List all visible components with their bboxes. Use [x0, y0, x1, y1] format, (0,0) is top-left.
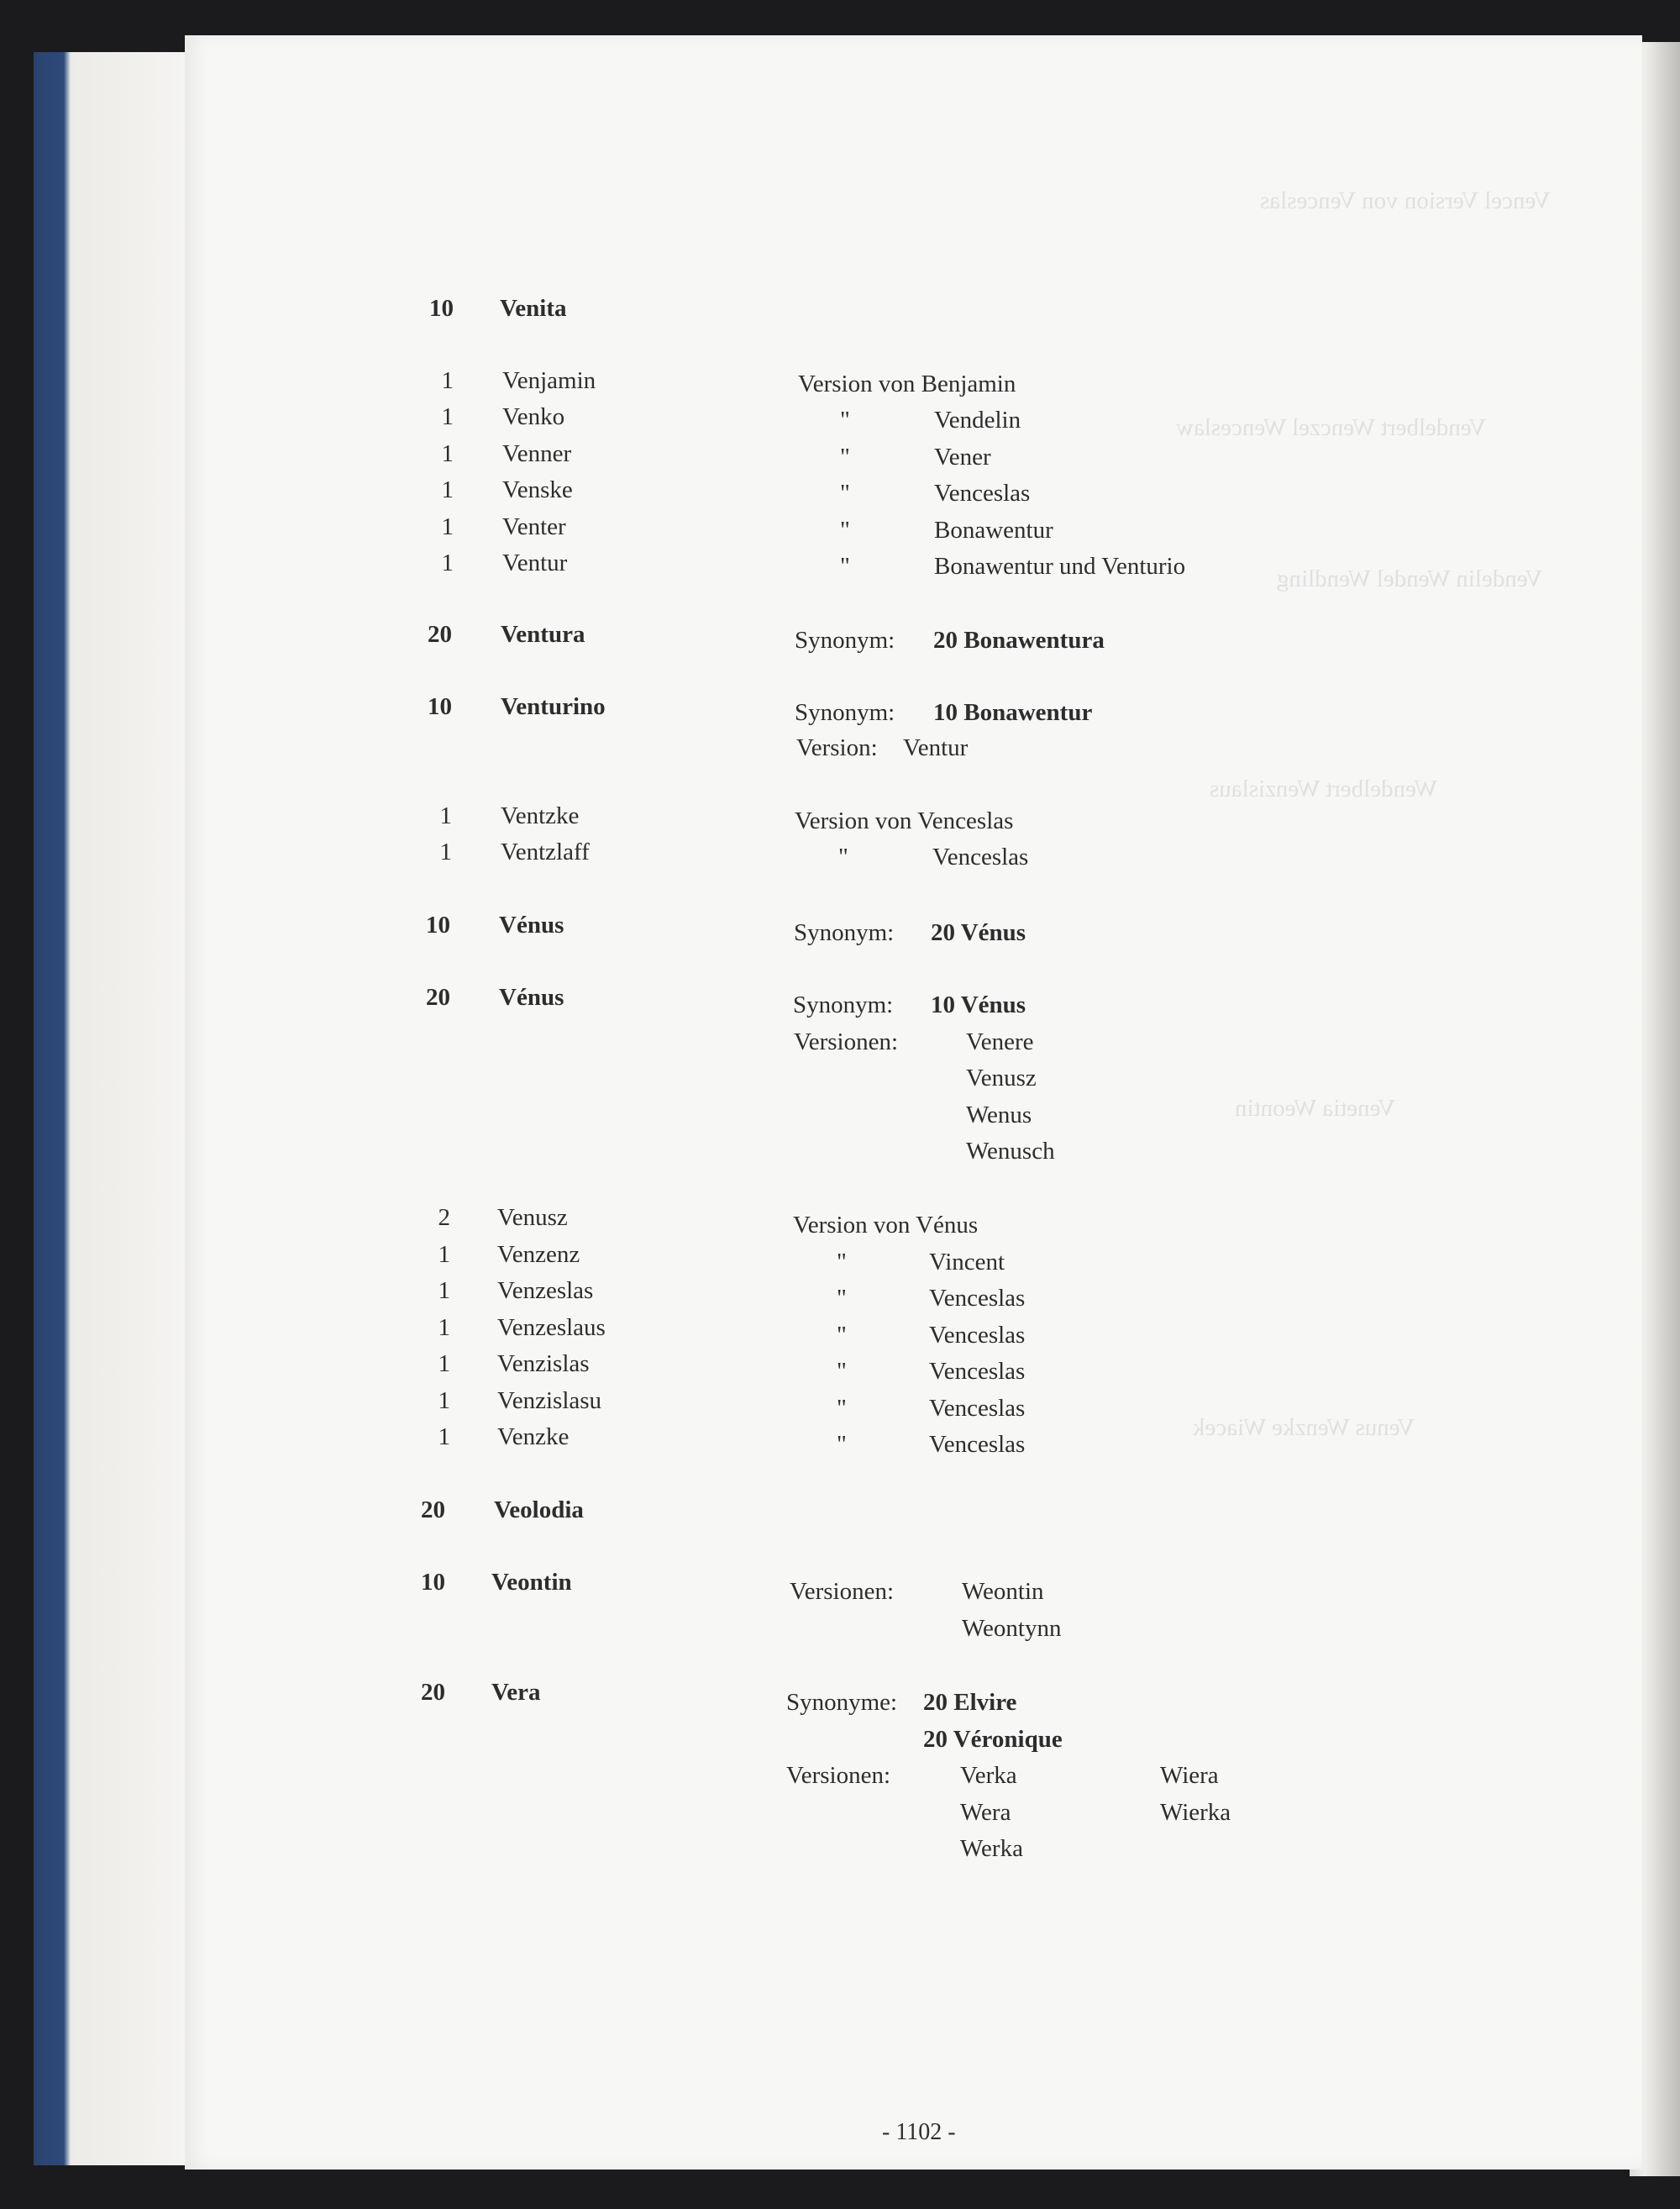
entry-name: Venzeslaus — [497, 1314, 606, 1341]
bleed-through-text: Vendelbert Wenczel Wenceslaw — [1176, 414, 1487, 441]
synonym-ref: 10 Vénus — [931, 991, 1026, 1018]
reference-name: Venceslas — [929, 1322, 1026, 1349]
entry-count: 1 — [439, 802, 452, 829]
entry-count: 10 — [426, 912, 450, 939]
entry-count: 1 — [439, 839, 452, 865]
bleed-through-text: Vencel Version von Venceslas — [1260, 187, 1551, 214]
page-number: - 1102 - — [882, 2119, 956, 2145]
reference-name: Wiera — [1160, 1762, 1219, 1789]
reference-name: Bonawentur — [934, 517, 1053, 544]
bleed-through-text: Venus Wenzke Wiacek — [1193, 1414, 1415, 1441]
synonyme-label: Synonyme: — [786, 1689, 898, 1716]
entry-name: Venko — [502, 403, 565, 430]
reference-name: Venceslas — [929, 1431, 1026, 1458]
reference-name: Wenusch — [966, 1138, 1055, 1165]
ditto-mark: " — [838, 844, 848, 870]
reference-name: Wenus — [966, 1102, 1032, 1128]
entry-name: Venter — [502, 513, 566, 540]
ditto-mark: " — [840, 553, 850, 580]
reference-name: Weontin — [962, 1578, 1044, 1605]
entry-name: Ventur — [502, 550, 568, 576]
reference-name: Venceslas — [932, 844, 1029, 870]
entry-count: 1 — [438, 1241, 450, 1268]
entry-name: Ventzlaff — [501, 839, 590, 865]
entry-count: 20 — [428, 621, 452, 648]
reference-name: Vener — [934, 444, 991, 471]
synonym-ref: 10 Bonawentur — [933, 699, 1093, 726]
entry-name: Venner — [502, 440, 572, 467]
bleed-through-text: Wendelbert Wenzislaus — [1210, 776, 1438, 802]
reference-name: Werka — [960, 1835, 1023, 1862]
reference-name: Venceslas — [929, 1395, 1026, 1422]
entry-count: 1 — [438, 1277, 450, 1304]
entry-name: Venzislasu — [497, 1387, 602, 1414]
entry-name: Vénus — [499, 984, 564, 1011]
ditto-mark: " — [837, 1395, 847, 1422]
entry-count: 10 — [421, 1569, 445, 1596]
entry-count: 10 — [429, 295, 454, 322]
entry-count: 1 — [441, 550, 454, 576]
entry-count: 1 — [441, 513, 454, 540]
book-edge — [34, 52, 202, 2165]
entry-name: Venzislas — [497, 1350, 590, 1377]
reference-name: Verka — [960, 1762, 1017, 1789]
bleed-through-text: Vendelin Wendel Wendling — [1277, 565, 1543, 592]
entry-count: 10 — [428, 693, 452, 720]
entry-name: Ventzke — [501, 802, 580, 829]
synonym-label: Synonym: — [795, 699, 895, 726]
entry-name: Venjamin — [502, 367, 596, 394]
ditto-mark: " — [837, 1431, 847, 1458]
entry-count: 1 — [441, 367, 454, 394]
reference-name: Venere — [966, 1028, 1034, 1055]
reference-name: Wera — [960, 1799, 1011, 1826]
entry-name: Venturino — [501, 693, 606, 720]
entry-count: 1 — [441, 440, 454, 467]
entry-name: Vera — [491, 1679, 541, 1706]
synonym-ref: 20 Véronique — [923, 1726, 1063, 1753]
reference-text: Version von Venceslas — [795, 807, 1014, 834]
reference-name: Wierka — [1160, 1799, 1231, 1826]
entry-name: Venzke — [497, 1423, 570, 1450]
book-page — [185, 35, 1642, 2170]
ditto-mark: " — [837, 1322, 847, 1349]
entry-count: 2 — [438, 1204, 450, 1231]
entry-name: Venzeslas — [497, 1277, 594, 1304]
synonym-label: Synonym: — [795, 627, 895, 654]
reference-text: Version von Benjamin — [798, 371, 1016, 397]
entry-count: 20 — [421, 1496, 445, 1523]
synonym-ref: 20 Bonawentura — [933, 627, 1105, 654]
reference-name: Venceslas — [929, 1285, 1026, 1312]
entry-name: Veontin — [491, 1569, 572, 1596]
ditto-mark: " — [837, 1249, 847, 1275]
reference-text: Version von Vénus — [793, 1212, 979, 1239]
entry-count: 20 — [426, 984, 450, 1011]
ditto-mark: " — [840, 444, 850, 471]
reference-name: Vincent — [929, 1249, 1005, 1275]
entry-name: Venusz — [497, 1204, 568, 1231]
ditto-mark: " — [840, 517, 850, 544]
reference-name: Venusz — [966, 1065, 1037, 1091]
reference-name: Vendelin — [934, 407, 1021, 434]
ditto-mark: " — [840, 480, 850, 507]
synonym-ref: 20 Vénus — [931, 919, 1026, 946]
entry-name: Venita — [500, 295, 567, 322]
reference-name: Weontynn — [962, 1615, 1062, 1642]
synonym-label: Synonym: — [794, 919, 895, 946]
ditto-mark: " — [837, 1285, 847, 1312]
synonym-ref: 20 Elvire — [923, 1689, 1017, 1716]
entry-name: Venske — [502, 476, 573, 503]
entry-count: 20 — [421, 1679, 445, 1706]
entry-count: 1 — [438, 1387, 450, 1414]
reference-name: Venceslas — [934, 480, 1031, 507]
versionen-label: Versionen: — [786, 1762, 891, 1789]
ditto-mark: " — [840, 407, 850, 434]
version-label: Version: — [796, 734, 878, 761]
reference-name: Bonawentur und Venturio — [934, 553, 1186, 580]
synonym-label: Synonym: — [793, 991, 894, 1018]
ditto-mark: " — [837, 1358, 847, 1385]
entry-count: 1 — [441, 476, 454, 503]
reference-name: Venceslas — [929, 1358, 1026, 1385]
entry-name: Ventura — [501, 621, 585, 648]
entry-name: Venzenz — [497, 1241, 580, 1268]
entry-count: 1 — [438, 1314, 450, 1341]
versionen-label: Versionen: — [794, 1028, 899, 1055]
bleed-through-text: Venetia Weontin — [1235, 1095, 1396, 1122]
reference-name: Ventur — [903, 734, 969, 761]
entry-count: 1 — [441, 403, 454, 430]
entry-name: Veolodia — [494, 1496, 584, 1523]
entry-name: Vénus — [499, 912, 564, 939]
entry-count: 1 — [438, 1423, 450, 1450]
versionen-label: Versionen: — [790, 1578, 895, 1605]
entry-count: 1 — [438, 1350, 450, 1377]
